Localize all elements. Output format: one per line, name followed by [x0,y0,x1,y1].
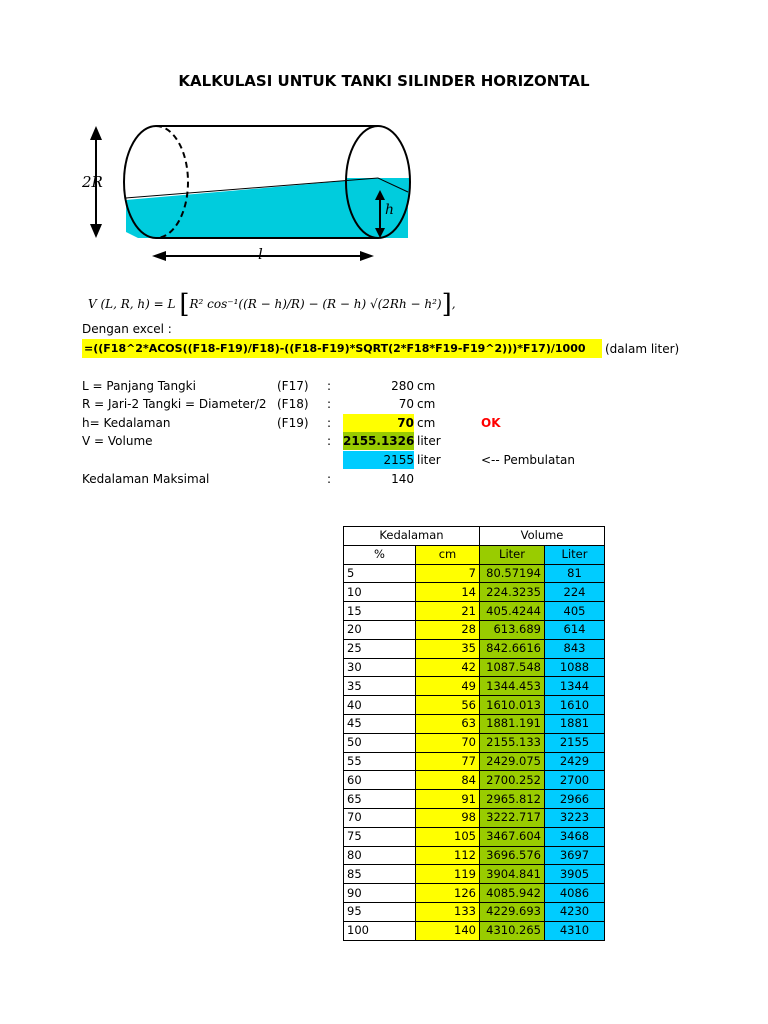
group-header-depth: Kedalaman [344,527,480,546]
liter-cell: 3467.604 [480,827,545,846]
rounding-note: <-- Pembulatan [481,453,575,467]
liter-rounded-cell: 2700 [545,771,605,790]
percent-cell: 100 [344,921,416,940]
param-ref: (F18) [277,397,309,411]
cm-cell: 105 [416,827,480,846]
percent-cell: 35 [344,677,416,696]
param-colon: : [327,379,332,393]
table-row [344,696,605,715]
liter-rounded-cell: 224 [545,583,605,602]
param-ref: (F19) [277,416,309,430]
liter-cell: 2965.812 [480,790,545,809]
percent-cell: 30 [344,658,416,677]
cm-cell: 91 [416,790,480,809]
table-row [344,846,605,865]
percent-cell: 55 [344,752,416,771]
param-label: h= Kedalaman [82,416,171,430]
liter-rounded-cell: 614 [545,620,605,639]
cm-cell: 98 [416,808,480,827]
equation-body: R² cos⁻¹((R − h)/R) − (R − h) √(2Rh − h²) [189,297,442,311]
liter-rounded-cell: 3905 [545,865,605,884]
table-row [344,602,605,621]
percent-cell: 75 [344,827,416,846]
liter-cell: 613.689 [480,620,545,639]
table-row [344,865,605,884]
table-row [344,639,605,658]
liter-cell: 3696.576 [480,846,545,865]
liter-cell: 224.3235 [480,583,545,602]
depth-input[interactable]: 70 [343,414,414,432]
param-colon: : [327,416,332,430]
liter-rounded-cell: 3468 [545,827,605,846]
liter-cell: 3222.717 [480,808,545,827]
liter-cell: 1087.548 [480,658,545,677]
liter-rounded-cell: 1610 [545,696,605,715]
group-header-volume: Volume [480,527,605,546]
liter-rounded-cell: 81 [545,564,605,583]
percent-cell: 85 [344,865,416,884]
percent-cell: 95 [344,902,416,921]
liter-cell: 4229.693 [480,902,545,921]
cm-cell: 63 [416,714,480,733]
table-row [344,620,605,639]
liter-cell: 3904.841 [480,865,545,884]
excel-formula: =((F18^2*ACOS((F18-F19)/F18)-((F18-F19)*SQRT(2*F18*F19-F19^2)))*F17)/1000 [82,339,602,358]
param-unit: cm [417,397,436,411]
cm-cell: 77 [416,752,480,771]
percent-cell: 5 [344,564,416,583]
table-row [344,583,605,602]
param-value: 70 [398,397,414,411]
table-row [344,808,605,827]
cm-cell: 119 [416,865,480,884]
percent-cell: 40 [344,696,416,715]
param-value: 280 [391,379,414,393]
equation-lhs: V (L, R, h) = L [88,297,176,311]
col-header-liter-rounded: Liter [545,545,605,564]
liter-rounded-cell: 2966 [545,790,605,809]
cm-cell: 140 [416,921,480,940]
percent-cell: 50 [344,733,416,752]
liter-rounded-cell: 1881 [545,714,605,733]
param-label: R = Jari-2 Tangki = Diameter/2 [82,397,267,411]
page-title: KALKULASI UNTUK TANKI SILINDER HORIZONTAL [178,72,590,90]
cm-cell: 70 [416,733,480,752]
table-row [344,827,605,846]
cm-cell: 126 [416,884,480,903]
table-row [344,752,605,771]
max-depth-value: 140 [391,472,414,486]
percent-cell: 65 [344,790,416,809]
liter-rounded-cell: 2429 [545,752,605,771]
excel-label: Dengan excel : [82,322,172,336]
max-depth-colon: : [327,472,332,486]
liter-cell: 1344.453 [480,677,545,696]
cm-cell: 56 [416,696,480,715]
percent-cell: 90 [344,884,416,903]
cm-cell: 7 [416,564,480,583]
max-depth-label: Kedalaman Maksimal [82,472,210,486]
param-label: V = Volume [82,434,153,448]
liter-cell: 4310.265 [480,921,545,940]
percent-cell: 45 [344,714,416,733]
liter-rounded-cell: 843 [545,639,605,658]
volume-rounded: 2155 [343,451,414,469]
liter-cell: 842.6616 [480,639,545,658]
param-colon: : [327,434,332,448]
liter-cell: 80.57194 [480,564,545,583]
cm-cell: 28 [416,620,480,639]
col-header-liter: Liter [480,545,545,564]
unit-note: (dalam liter) [605,342,680,356]
table-row [344,771,605,790]
cm-cell: 35 [416,639,480,658]
param-unit: liter [417,434,441,448]
cm-cell: 49 [416,677,480,696]
liter-rounded-cell: 4230 [545,902,605,921]
param-label: L = Panjang Tangki [82,379,196,393]
percent-cell: 70 [344,808,416,827]
cm-cell: 42 [416,658,480,677]
liter-rounded-cell: 4310 [545,921,605,940]
liter-cell: 2429.075 [480,752,545,771]
volume-result: 2155.1326 [343,434,415,448]
liter-rounded-cell: 1088 [545,658,605,677]
liter-rounded-cell: 405 [545,602,605,621]
table-row [344,564,605,583]
table-row [344,902,605,921]
table-row [344,921,605,940]
table-row [344,714,605,733]
param-ref: (F17) [277,379,309,393]
liter-rounded-cell: 3697 [545,846,605,865]
param-unit: liter [417,453,441,467]
cm-cell: 112 [416,846,480,865]
liter-rounded-cell: 1344 [545,677,605,696]
col-header-cm: cm [416,545,480,564]
liter-cell: 2155.133 [480,733,545,752]
cm-cell: 14 [416,583,480,602]
liter-cell: 2700.252 [480,771,545,790]
cm-cell: 84 [416,771,480,790]
param-colon: : [327,397,332,411]
label-l: l [258,245,263,263]
liter-cell: 1610.013 [480,696,545,715]
percent-cell: 20 [344,620,416,639]
cm-cell: 133 [416,902,480,921]
percent-cell: 80 [344,846,416,865]
cm-cell: 21 [416,602,480,621]
table-row [344,677,605,696]
cylinder-diagram [78,120,423,268]
liter-cell: 4085.942 [480,884,545,903]
liter-rounded-cell: 2155 [545,733,605,752]
table-row [344,790,605,809]
volume-equation: V (L, R, h) = L [R² cos⁻¹((R − h)/R) − (R − h) √(2Rh − h²)], [88,289,456,320]
liter-cell: 1881.191 [480,714,545,733]
liter-rounded-cell: 4086 [545,884,605,903]
table-row [344,658,605,677]
percent-cell: 10 [344,583,416,602]
liter-rounded-cell: 3223 [545,808,605,827]
table-body [344,564,605,940]
depth-volume-table [343,526,605,941]
ok-status: OK [481,416,501,430]
col-header-percent: % [344,545,416,564]
param-unit: cm [417,379,436,393]
percent-cell: 60 [344,771,416,790]
table-row [344,884,605,903]
percent-cell: 15 [344,602,416,621]
label-2r: 2R [82,173,103,191]
label-h: h [385,202,395,218]
percent-cell: 25 [344,639,416,658]
liter-cell: 405.4244 [480,602,545,621]
table-row [344,733,605,752]
param-unit: cm [417,416,436,430]
